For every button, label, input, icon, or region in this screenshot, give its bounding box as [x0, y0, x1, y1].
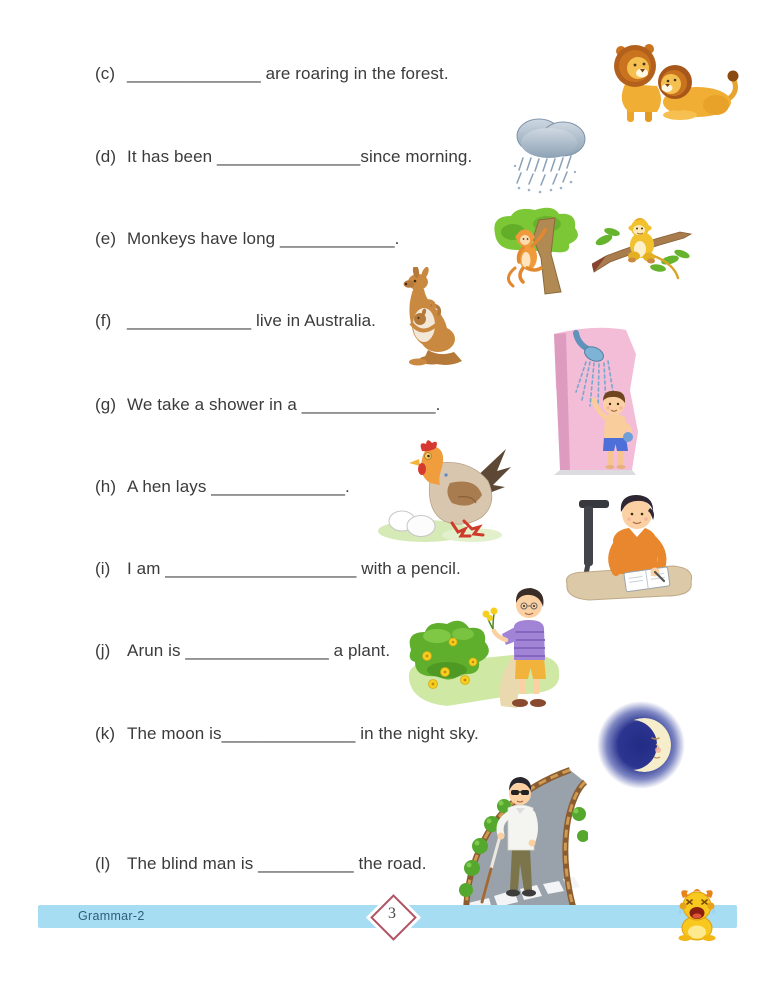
question-row-i [95, 559, 461, 579]
page-number: 3 [388, 905, 396, 922]
monkey-in-tree-illustration [487, 204, 582, 296]
question-label: (e) [95, 229, 117, 248]
question-row-g [95, 395, 440, 415]
question-text: We take a shower in a ______________. [127, 395, 441, 414]
hen-with-eggs-illustration [372, 437, 512, 549]
question-row-d [95, 147, 472, 167]
question-text: The moon is______________ in the night sky. [127, 724, 479, 743]
boy-taking-shower-illustration [524, 320, 646, 476]
question-label: (g) [95, 395, 117, 414]
question-text: _____________ live in Australia. [127, 311, 376, 330]
question-row-h [95, 477, 350, 497]
rain-cloud-illustration [507, 110, 592, 195]
question-label: (l) [95, 854, 111, 873]
page-number-diamond [371, 895, 413, 937]
two-lions-illustration [595, 38, 740, 133]
monkey-on-branch-illustration [592, 212, 692, 280]
question-row-l [95, 854, 427, 874]
question-label: (i) [95, 559, 111, 578]
boy-holding-plant-illustration [403, 582, 565, 714]
crying-lion-cub-icon [671, 886, 723, 942]
question-text: Arun is _______________ a plant. [127, 641, 391, 660]
blind-man-crossing-road-illustration [424, 756, 588, 918]
footer-book-label: Grammar-2 [78, 909, 145, 923]
question-label: (f) [95, 311, 112, 330]
question-label: (k) [95, 724, 116, 743]
question-label: (d) [95, 147, 117, 166]
kangaroo-with-joey-illustration [388, 267, 473, 370]
question-text: I am ____________________ with a pencil. [127, 559, 461, 578]
question-text: The blind man is __________ the road. [127, 854, 427, 873]
question-text: Monkeys have long ____________. [127, 229, 400, 248]
question-label: (j) [95, 641, 111, 660]
question-text: It has been _______________since morning. [127, 147, 473, 166]
question-text: A hen lays ______________. [127, 477, 350, 496]
question-row-f [95, 311, 376, 331]
crescent-moon-illustration [596, 700, 686, 790]
question-row-j [95, 641, 390, 661]
question-row-e [95, 229, 399, 249]
question-row-k [95, 724, 479, 744]
boy-writing-at-desk-illustration [553, 480, 701, 608]
question-label: (c) [95, 64, 116, 83]
question-row-c [95, 64, 449, 84]
question-text: ______________ are roaring in the forest. [127, 64, 449, 83]
question-label: (h) [95, 477, 117, 496]
